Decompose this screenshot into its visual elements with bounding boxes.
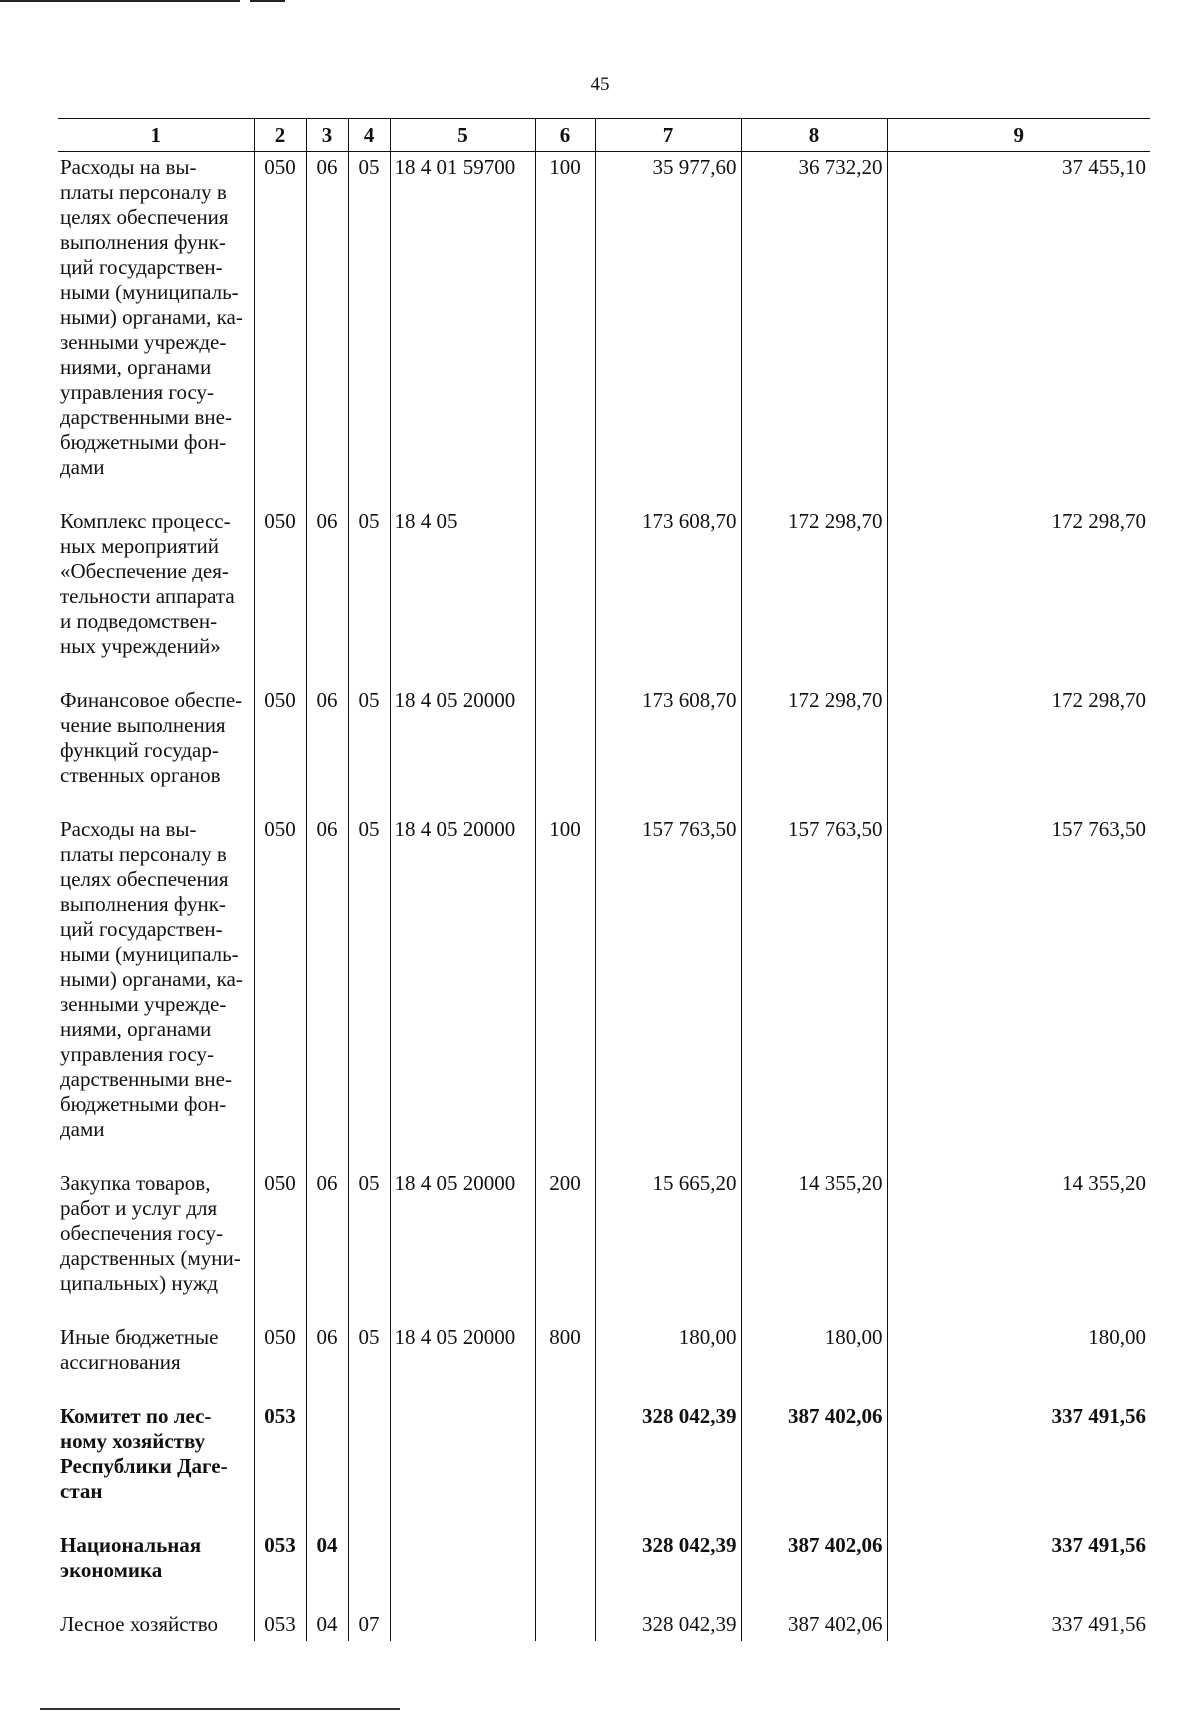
header-col-4: 4 [348,119,390,152]
header-col-3: 3 [306,119,348,152]
cell-name: Комитет по лес- ному хозяйству Республики Даге- стан [58,1401,254,1530]
cell-amount-year-1: 35 977,60 [595,152,741,507]
cell-expense-type [535,506,595,685]
cell-section: 06 [306,814,348,1168]
cell-section: 06 [306,1168,348,1322]
header-col-7: 7 [595,119,741,152]
cell-subsection: 07 [348,1609,390,1641]
cell-name: Национальная экономика [58,1530,254,1609]
cell-target-item: 18 4 05 20000 [390,1168,535,1322]
header-col-5: 5 [390,119,535,152]
table-body [58,152,1150,1642]
cell-expense-type [535,1609,595,1641]
table-row [58,152,1150,507]
cell-target-item [390,1609,535,1641]
cell-section: 04 [306,1530,348,1609]
cell-amount-year-2: 157 763,50 [741,814,887,1168]
cell-amount-year-2: 172 298,70 [741,685,887,814]
cell-section: 06 [306,506,348,685]
header-row [58,119,1150,152]
cell-name: Иные бюджетные ассигнования [58,1322,254,1401]
header-col-6: 6 [535,119,595,152]
page-number: 45 [590,74,610,95]
cell-amount-year-3: 37 455,10 [887,152,1150,507]
cell-ministry-code: 053 [254,1609,306,1641]
cell-amount-year-1: 157 763,50 [595,814,741,1168]
cell-section: 06 [306,685,348,814]
cell-amount-year-2: 36 732,20 [741,152,887,507]
cell-expense-type: 800 [535,1322,595,1401]
cell-target-item: 18 4 05 [390,506,535,685]
cell-name: Закупка товаров, работ и услуг для обеспечения госу- дарственных (муни- ципальных) нужд [58,1168,254,1322]
cell-name: Комплекс процесс- ных мероприятий «Обеспечение дея- тельности аппарата и подведомствен- ных учреждений» [58,506,254,685]
cell-expense-type: 100 [535,152,595,507]
cell-amount-year-1: 328 042,39 [595,1609,741,1641]
cell-section: 06 [306,152,348,507]
cell-subsection: 05 [348,1168,390,1322]
cell-section: 04 [306,1609,348,1641]
cell-ministry-code: 050 [254,506,306,685]
cell-subsection: 05 [348,152,390,507]
cell-target-item [390,1401,535,1530]
cell-target-item: 18 4 01 59700 [390,152,535,507]
cell-name: Финансовое обеспе- чение выполнения функций государ- ственных органов [58,685,254,814]
cell-expense-type: 100 [535,814,595,1168]
cell-expense-type [535,685,595,814]
cell-ministry-code: 053 [254,1530,306,1609]
cell-subsection: 05 [348,506,390,685]
cell-amount-year-2: 387 402,06 [741,1530,887,1609]
cell-subsection: 05 [348,685,390,814]
table-row [58,814,1150,1168]
cell-section: 06 [306,1322,348,1401]
cell-amount-year-2: 387 402,06 [741,1401,887,1530]
header-col-8: 8 [741,119,887,152]
header-col-2: 2 [254,119,306,152]
cell-ministry-code: 050 [254,1168,306,1322]
cell-ministry-code: 053 [254,1401,306,1530]
budget-table [58,118,1150,1641]
cell-amount-year-1: 15 665,20 [595,1168,741,1322]
cell-amount-year-3: 157 763,50 [887,814,1150,1168]
cell-amount-year-3: 337 491,56 [887,1530,1150,1609]
cell-ministry-code: 050 [254,1322,306,1401]
cell-amount-year-3: 14 355,20 [887,1168,1150,1322]
cell-expense-type: 200 [535,1168,595,1322]
top-rule-fragment [250,0,285,2]
cell-subsection: 05 [348,814,390,1168]
cell-name: Расходы на вы- платы персоналу в целях обеспечения выполнения функ- ций государствен- ными (муниципаль- ными) органами, ка- зенными учрежде- ниями, органами управления госу- дарственными вне- бюджетными фон- дами [58,152,254,507]
cell-expense-type [535,1530,595,1609]
header-col-1: 1 [58,119,254,152]
cell-amount-year-3: 337 491,56 [887,1401,1150,1530]
table-row [58,1609,1150,1641]
cell-target-item: 18 4 05 20000 [390,685,535,814]
cell-amount-year-1: 328 042,39 [595,1530,741,1609]
cell-amount-year-1: 328 042,39 [595,1401,741,1530]
cell-amount-year-3: 172 298,70 [887,685,1150,814]
cell-amount-year-1: 180,00 [595,1322,741,1401]
cell-amount-year-1: 173 608,70 [595,685,741,814]
cell-ministry-code: 050 [254,685,306,814]
cell-subsection [348,1530,390,1609]
table-row [58,1530,1150,1609]
table-row [58,1401,1150,1530]
cell-amount-year-2: 172 298,70 [741,506,887,685]
table-row [58,685,1150,814]
bottom-rule [40,1708,400,1710]
cell-target-item: 18 4 05 20000 [390,1322,535,1401]
cell-name: Лесное хозяйство [58,1609,254,1641]
cell-subsection [348,1401,390,1530]
table-row [58,506,1150,685]
cell-expense-type [535,1401,595,1530]
cell-amount-year-1: 173 608,70 [595,506,741,685]
cell-amount-year-2: 387 402,06 [741,1609,887,1641]
cell-amount-year-2: 180,00 [741,1322,887,1401]
cell-target-item [390,1530,535,1609]
cell-ministry-code: 050 [254,152,306,507]
table-row [58,1168,1150,1322]
cell-subsection: 05 [348,1322,390,1401]
cell-section [306,1401,348,1530]
top-rule [0,0,240,2]
table-row [58,1322,1150,1401]
cell-target-item: 18 4 05 20000 [390,814,535,1168]
cell-name: Расходы на вы- платы персоналу в целях обеспечения выполнения функ- ций государствен- ными (муниципаль- ными) органами, ка- зенными учрежде- ниями, органами управления госу- дарственными вне- бюджетными фон- дами [58,814,254,1168]
cell-amount-year-3: 180,00 [887,1322,1150,1401]
cell-ministry-code: 050 [254,814,306,1168]
cell-amount-year-3: 337 491,56 [887,1609,1150,1641]
header-col-9: 9 [887,119,1150,152]
cell-amount-year-3: 172 298,70 [887,506,1150,685]
cell-amount-year-2: 14 355,20 [741,1168,887,1322]
